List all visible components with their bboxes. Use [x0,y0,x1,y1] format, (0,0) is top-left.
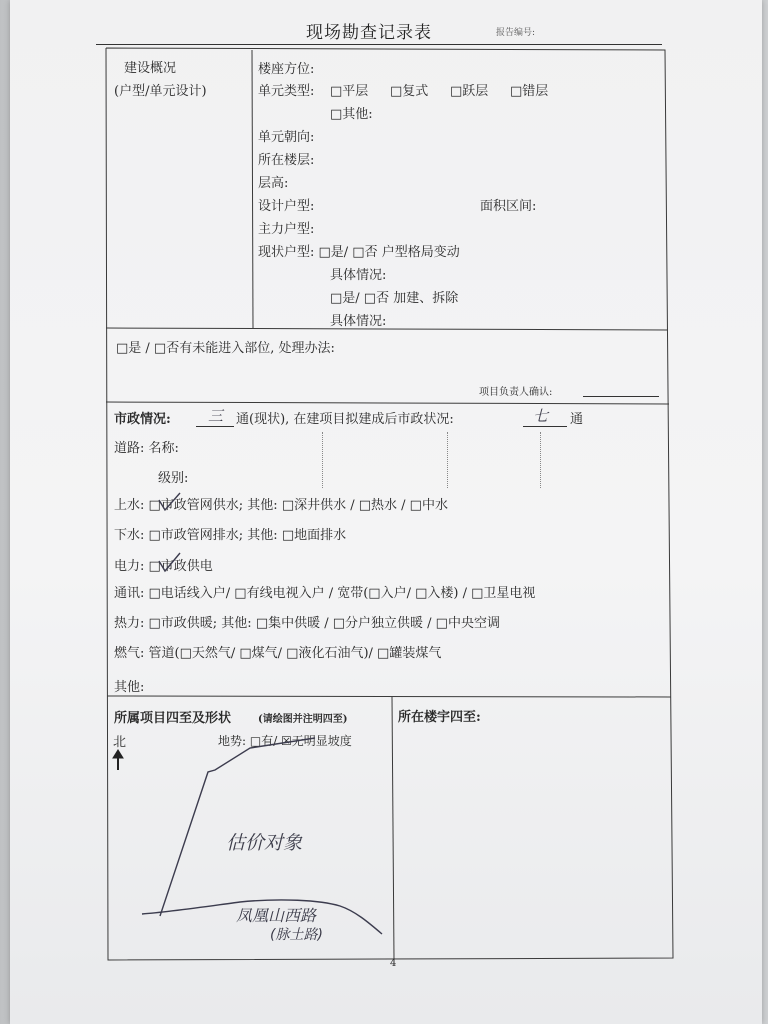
addition-removal-field: □是/ □否 加建、拆除 [330,291,459,306]
subject-property-handwritten: 估价对象 [226,832,303,854]
current-layout-field: 现状户型: □是/ □否 户型格局变动 [258,245,460,260]
construction-overview-label: 建设概况 [124,61,177,76]
design-layout-field: 设计户型: [258,199,315,214]
road-level-field: 级别: [158,471,189,486]
building-position-field: 楼座方位: [258,62,315,77]
north-label: 北 [113,735,127,750]
future-services-count-handwritten: 七 [533,407,549,425]
project-boundary-note: (请绘图并注明四至) [258,714,348,725]
power-row: 电力: □市政供电 [114,559,213,574]
unit-type-option-split: □错层 [510,84,549,99]
floor-height-field: 层高: [258,176,289,191]
current-services-count-handwritten: 三 [208,407,224,425]
inaccessible-areas-question: □是 / □否有未能进入部位, 处理办法: [116,341,335,356]
drainage-row: 下水: □市政管网排水; 其他: □地面排水 [114,528,347,543]
unit-type-option-other: □其他: [330,107,373,122]
unit-type-option-flat: □平层 [330,84,369,99]
future-services-text: 通 [570,412,584,427]
floor-field: 所在楼层: [258,153,315,168]
north-arrow-icon [113,750,123,770]
municipal-status-label: 市政情况: [114,412,171,427]
project-leader-confirm-label: 项目负责人确认: [479,387,553,398]
unit-type-option-loft: □跃层 [450,84,489,99]
road-name-field: 道路: 名称: [114,441,179,456]
gas-row: 燃气: 管道(□天然气/ □煤气/ □液化石油气)/ □罐装煤气 [114,646,442,661]
road-subname-handwritten: (脉土路) [270,927,323,943]
road-name-handwritten: 凤凰山西路 [236,906,317,925]
page-number: 4 [390,958,397,969]
area-range-field: 面积区间: [480,199,537,214]
other-services-row: 其他: [114,680,145,695]
layout-change-detail: 具体情况: [330,268,387,283]
addition-removal-detail: 具体情况: [330,314,387,329]
current-services-text: 通(现状), 在建项目拟建成后市政状况: [236,412,454,427]
heating-row: 热力: □市政供暖; 其他: □集中供暖 / □分户独立供暖 / □中央空调 [114,616,500,631]
site-boundary-line [160,738,315,916]
unit-type-option-duplex: □复式 [390,84,429,99]
main-layout-field: 主力户型: [258,222,315,237]
report-number-label: 报告编号: [496,28,536,38]
orientation-field: 单元朝向: [258,130,315,145]
form-title: 现场勘查记录表 [306,23,432,43]
project-boundary-title: 所属项目四至及形状 [114,711,232,726]
form-paper [10,0,762,1024]
building-boundary-title: 所在楼宇四至: [398,710,481,725]
telecom-row: 通讯: □电话线入户/ □有线电视入户 / 宽带(□入户/ □入楼) / □卫星电视 [114,586,536,601]
layout-design-label: (户型/单元设计) [114,84,207,99]
site-sketch [10,0,762,1024]
unit-type-label: 单元类型: [258,84,315,99]
terrain-field: 地势: □有/ ☒无明显坡度 [218,734,352,748]
water-supply-row: 上水: □市政管网供水; 其他: □深井供水 / □热水 / □中水 [114,498,448,513]
